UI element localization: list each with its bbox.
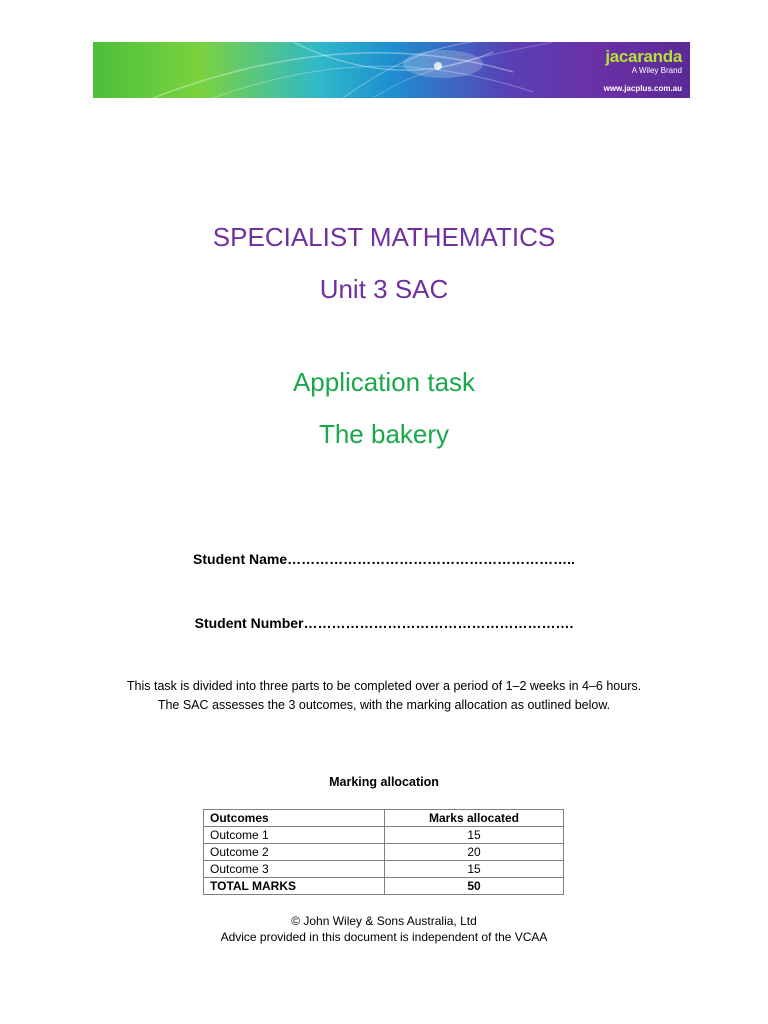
table-header-outcomes: Outcomes bbox=[204, 810, 385, 827]
table-header-marks: Marks allocated bbox=[385, 810, 564, 827]
brand-tagline: A Wiley Brand bbox=[631, 66, 682, 75]
table-total-row bbox=[204, 878, 564, 895]
marks-cell: 15 bbox=[385, 861, 564, 878]
outcome-cell: Outcome 2 bbox=[204, 844, 385, 861]
table-row bbox=[204, 861, 564, 878]
task-type-title: Application task bbox=[292, 367, 476, 397]
total-value-cell: 50 bbox=[385, 878, 564, 895]
student-name-field: Student Name…………………………………………………….. bbox=[193, 551, 575, 567]
vcaa-advice-note: Advice provided in this document is independent of the VCAA bbox=[220, 930, 548, 944]
subject-title: SPECIALIST MATHEMATICS bbox=[212, 222, 556, 252]
copyright-notice: © John Wiley & Sons Australia, Ltd bbox=[291, 914, 477, 928]
unit-title: Unit 3 SAC bbox=[319, 274, 449, 304]
banner-swirl-graphic bbox=[93, 42, 690, 98]
task-name-title: The bakery bbox=[318, 419, 450, 449]
intro-line-1: This task is divided into three parts to be completed over a period of 1–2 weeks in 4–6 hours. bbox=[126, 679, 642, 693]
publisher-logo bbox=[604, 48, 682, 95]
table-header-row bbox=[204, 810, 564, 827]
marks-cell: 15 bbox=[385, 827, 564, 844]
marks-cell: 20 bbox=[385, 844, 564, 861]
student-number-field: Student Number…………………………………………………. bbox=[194, 615, 574, 631]
publisher-banner bbox=[93, 42, 690, 98]
footer bbox=[0, 913, 768, 945]
outcome-cell: Outcome 3 bbox=[204, 861, 385, 878]
outcome-cell: Outcome 1 bbox=[204, 827, 385, 844]
table-row bbox=[204, 844, 564, 861]
brand-url: www.jacplus.com.au bbox=[603, 84, 682, 93]
total-label-cell: TOTAL MARKS bbox=[204, 878, 385, 895]
intro-paragraph bbox=[108, 677, 660, 715]
marking-caption: Marking allocation bbox=[329, 775, 439, 789]
marking-table bbox=[203, 809, 564, 895]
table-row bbox=[204, 827, 564, 844]
brand-name: jacaranda bbox=[605, 47, 682, 66]
intro-line-2: The SAC assesses the 3 outcomes, with the marking allocation as outlined below. bbox=[157, 698, 611, 712]
